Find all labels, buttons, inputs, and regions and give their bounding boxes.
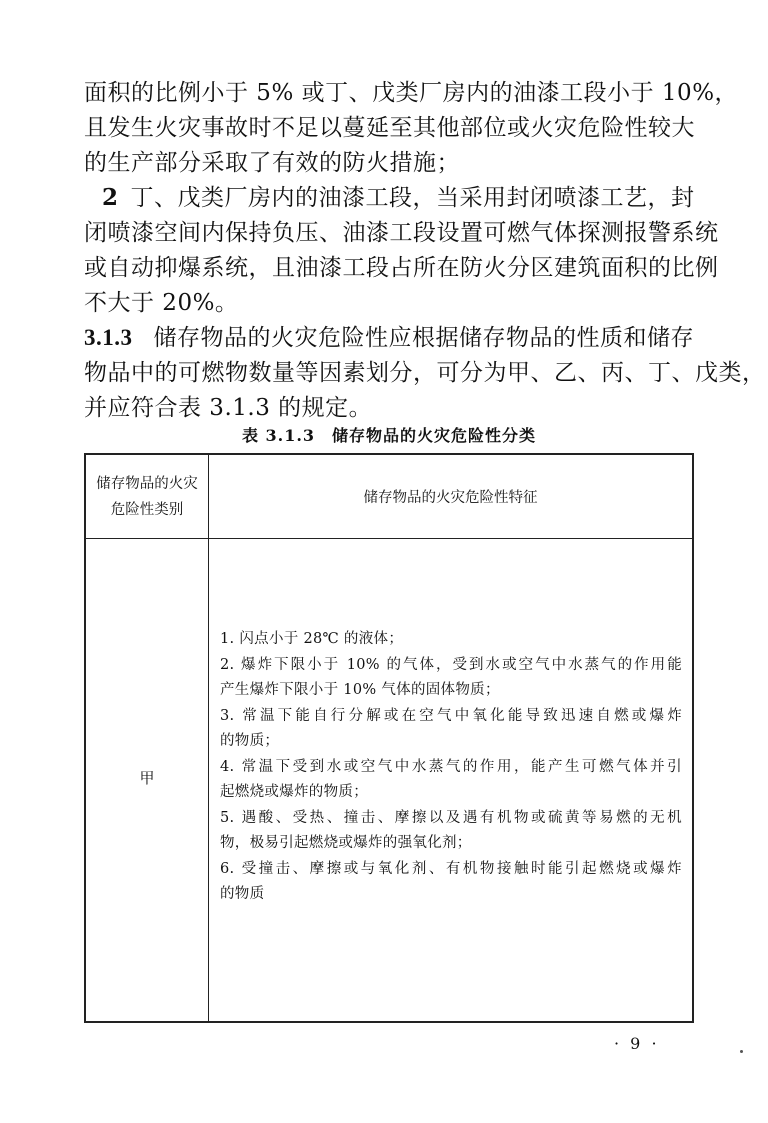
clause-line-1 <box>84 323 694 353</box>
feature-item-text: 3. 常温下能自行分解或在空气中氧化能导致迅速自燃或爆炸 <box>220 708 682 724</box>
feature-item-text: 2. 爆炸下限小于 10% 的气体，受到水或空气中水蒸气的作用能 <box>220 657 682 673</box>
continuation-line-1: 面积的比例小于 5% 或丁、戊类厂房内的油漆工段小于 10%， <box>84 80 739 106</box>
feature-item-continuation: 的物质； <box>220 733 280 749</box>
header-features: 储存物品的火灾危险性特征 <box>363 490 538 506</box>
feature-item-text: 6. 受撞击、摩擦或与氧化剂、有机物接触时能引起燃烧或爆炸 <box>220 861 682 877</box>
continuation-line-3: 的生产部分采取了有效的防火措施； <box>84 150 460 176</box>
feature-item-continuation: 的物质 <box>220 886 265 902</box>
continuation-line-2: 且发生火灾事故时不足以蔓延至其他部位或火灾危险性较大 <box>84 115 695 141</box>
clause-text-1: 储存物品的火灾危险性应根据储存物品的性质和储存 <box>153 325 694 351</box>
hazard-classification-table <box>84 453 694 1023</box>
item-2-number: 2 <box>102 184 119 211</box>
feature-item-5 <box>220 806 682 856</box>
feature-item-1 <box>220 627 682 652</box>
feature-item-4 <box>220 755 682 805</box>
margin-mark <box>740 1050 743 1053</box>
item-2-line-1 <box>84 183 694 213</box>
item-2-line-3: 或自动抑爆系统，且油漆工段占所在防火分区建筑面积的比例 <box>84 255 719 281</box>
feature-item-6 <box>220 857 682 907</box>
feature-item-2 <box>220 653 682 703</box>
feature-item-3 <box>220 704 682 754</box>
feature-item-text: 1. 闪点小于 28℃ 的液体； <box>220 631 404 647</box>
item-2-line-4: 不大于 20%。 <box>84 290 239 316</box>
feature-item-continuation: 产生爆炸下限小于 10% 气体的固体物质； <box>220 682 500 698</box>
feature-item-text: 4. 常温下受到水或空气中水蒸气的作用，能产生可燃气体并引 <box>220 759 682 775</box>
header-category: 储存物品的火灾危险性类别 <box>96 475 198 518</box>
clause-line-2: 物品中的可燃物数量等因素划分，可分为甲、乙、丙、丁、戊类， <box>84 360 766 386</box>
table-header-divider <box>86 538 692 539</box>
feature-item-continuation: 起燃烧或爆炸的物质； <box>220 784 368 800</box>
category-cell: 甲 <box>139 769 155 787</box>
feature-item-continuation: 物，极易引起燃烧或爆炸的强氧化剂； <box>220 835 472 851</box>
feature-item-text: 5. 遇酸、受热、撞击、摩擦以及遇有机物或硫黄等易燃的无机 <box>220 810 682 826</box>
page-number: · 9 · <box>614 1034 660 1053</box>
item-2-text-1: 丁、戊类厂房内的油漆工段，当采用封闭喷漆工艺，封 <box>130 185 695 211</box>
clause-line-3: 并应符合表 3.1.3 的规定。 <box>84 395 373 421</box>
table-caption: 表 3.1.3 储存物品的火灾危险性分类 <box>241 426 537 445</box>
clause-number: 3.1.3 <box>84 325 133 350</box>
item-2-line-2: 闭喷漆空间内保持负压、油漆工段设置可燃气体探测报警系统 <box>84 220 719 246</box>
table-column-divider <box>208 455 209 1021</box>
feature-list <box>220 627 682 908</box>
